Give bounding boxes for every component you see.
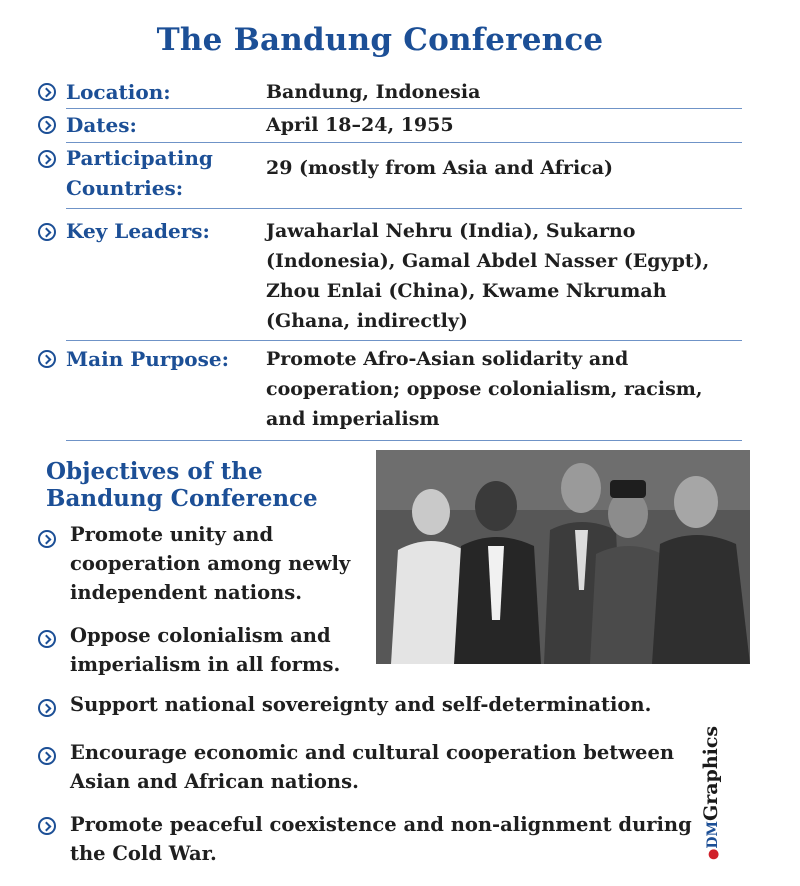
chevron-right-circle-icon: [38, 699, 56, 717]
page-title: The Bandung Conference: [156, 22, 604, 58]
chevron-right-circle-icon: [38, 630, 56, 648]
participating-countries-value: 29 (mostly from Asia and Africa): [266, 157, 614, 179]
credit-brand: Graphics: [700, 725, 722, 822]
key-leaders-value: Jawaharlal Nehru (India), Sukarno (Indonesia), Gamal Abdel Nasser (Egypt), Zhou Enlai (China), Kwame Nkrumah (Ghana, indirectly): [266, 220, 710, 332]
divider: [66, 340, 742, 341]
graphics-credit: ●DMGraphics: [700, 725, 722, 860]
divider: [66, 440, 742, 441]
chevron-right-circle-icon: [38, 350, 56, 368]
dates-value: April 18–24, 1955: [266, 114, 454, 136]
participating-countries-label: Participating Countries:: [66, 146, 213, 200]
location-label: Location:: [66, 80, 171, 104]
chevron-right-circle-icon: [38, 747, 56, 765]
location-value: Bandung, Indonesia: [266, 81, 481, 103]
objective-item: Promote unity and cooperation among newly independent nations.: [70, 523, 351, 604]
objective-item: Oppose colonialism and imperialism in all forms.: [70, 624, 341, 676]
divider: [66, 208, 742, 209]
objective-item: Promote peaceful coexistence and non-alignment during the Cold War.: [70, 813, 692, 865]
leaders-photo: [376, 450, 750, 664]
chevron-right-circle-icon: [38, 83, 56, 101]
objective-item: Encourage economic and cultural cooperation between Asian and African nations.: [70, 741, 675, 793]
chevron-right-circle-icon: [38, 530, 56, 548]
chevron-right-circle-icon: [38, 116, 56, 134]
leaders-photo-illustration: [376, 450, 750, 664]
chevron-right-circle-icon: [38, 223, 56, 241]
key-leaders-label: Key Leaders:: [66, 219, 210, 243]
divider: [66, 108, 742, 109]
main-purpose-label: Main Purpose:: [66, 347, 230, 371]
objectives-heading: Objectives of the Bandung Conference: [46, 458, 318, 512]
main-purpose-value: Promote Afro-Asian solidarity and cooperation; oppose colonialism, racism, and imperialism: [266, 348, 703, 430]
chevron-right-circle-icon: [38, 817, 56, 835]
credit-dm: DM: [705, 821, 721, 849]
dates-label: Dates:: [66, 113, 137, 137]
objective-item: Support national sovereignty and self-determination.: [70, 693, 652, 716]
chevron-right-circle-icon: [38, 150, 56, 168]
